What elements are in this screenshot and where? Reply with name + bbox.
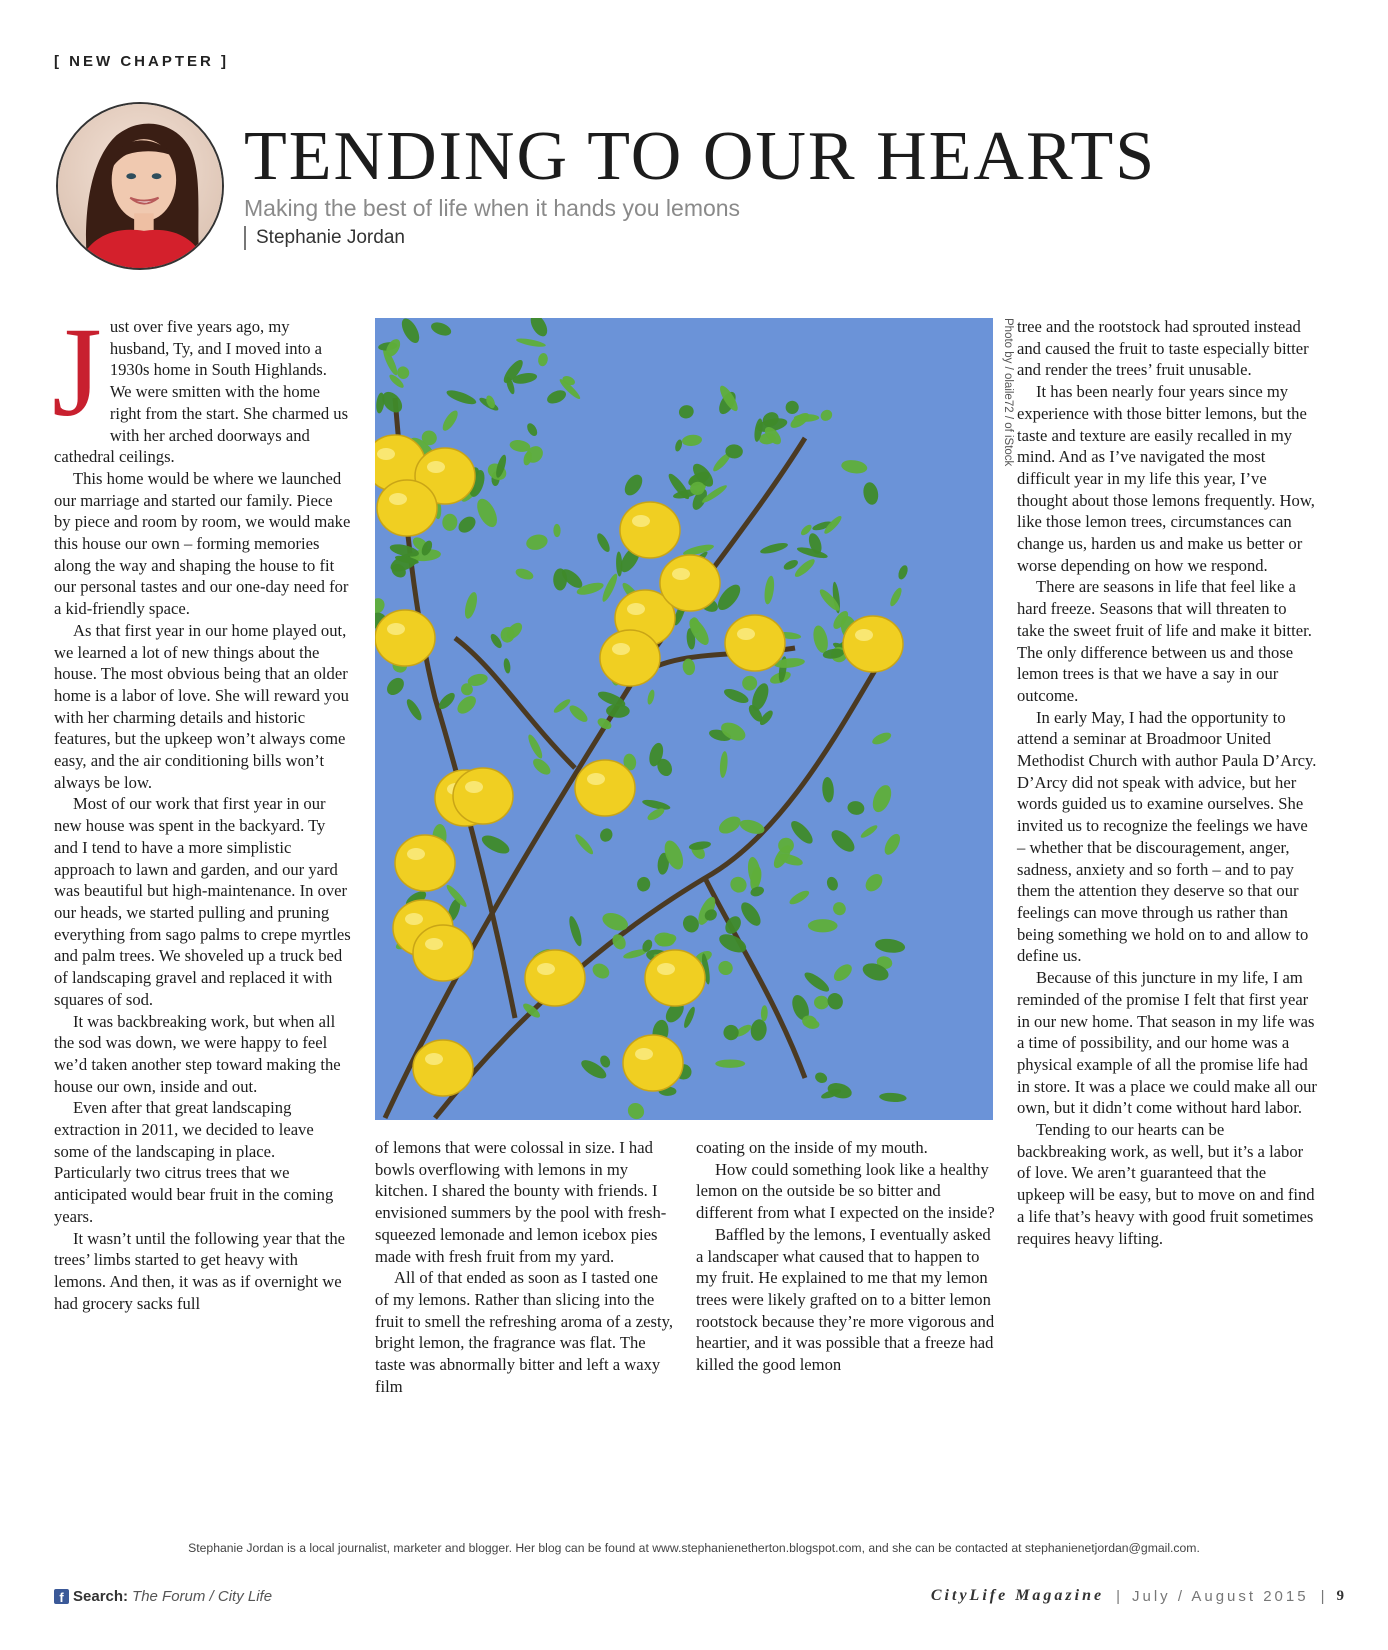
folio-separator: | bbox=[1320, 1587, 1325, 1605]
paragraph: ust over five years ago, my husband, Ty, and I moved into a 1930s home in South Highlands. We were smitten with the home right from the start. She charmed us with her arched doorways and cathedral ceilings. bbox=[54, 317, 349, 467]
lemon bbox=[575, 760, 635, 816]
lemon-highlight bbox=[627, 603, 645, 615]
article-column-2 bbox=[375, 1137, 675, 1397]
page-number: 9 bbox=[1336, 1587, 1344, 1604]
lemon bbox=[525, 950, 585, 1006]
search-label: Search: bbox=[73, 1587, 129, 1605]
leaf bbox=[715, 1059, 745, 1067]
article-column-4 bbox=[1017, 316, 1317, 1249]
paragraph: This home would be where we launched our marriage and started our family. Piece by piece and room by room, we would make this house our own – forming memories along the way and shaping the house to fit our personal tastes and our one-day need for a kid-friendly space. bbox=[54, 468, 351, 619]
lemon bbox=[645, 950, 705, 1006]
magazine-name: CityLife Magazine bbox=[930, 1587, 1105, 1604]
paragraph: It was backbreaking work, but when all the sod was down, we were happy to feel we’d taken another step toward making the house our own, inside and out. bbox=[54, 1011, 341, 1096]
lemon bbox=[413, 925, 473, 981]
section-kicker: [ NEW CHAPTER ] bbox=[54, 53, 229, 70]
lemon-highlight bbox=[537, 963, 555, 975]
paragraph: Baffled by the lemons, I eventually asked a landscaper what caused that to happen to my fruit. He explained to me that my lemon trees were likely grafted on to a bitter lemon rootstock because they’re more vigorous and heartier, and it was possible that a freeze had killed the good lemon bbox=[696, 1224, 995, 1375]
lemon bbox=[843, 616, 903, 672]
search-value: The Forum / City Life bbox=[132, 1587, 273, 1605]
lemon bbox=[620, 502, 680, 558]
lemon-highlight bbox=[377, 448, 395, 460]
lemon-highlight bbox=[427, 461, 445, 473]
lemon bbox=[375, 610, 435, 666]
paragraph: Because of this juncture in my life, I am reminded of the promise I felt that first year in our new home. That season in my life was a time of possibility, and our home was a physical example of all the promise life had in store. It was a place we could make all our own, but it didn’t come without hard labor. bbox=[1017, 968, 1317, 1118]
lemon-highlight bbox=[612, 643, 630, 655]
paragraph: How could something look like a healthy lemon on the outside be so bitter and different from what I expected on the inside? bbox=[696, 1159, 995, 1223]
paragraph: tree and the rootstock had sprouted instead and caused the fruit to taste especially bitter and render the trees’ fruit unusable. bbox=[1017, 317, 1309, 380]
paragraph: There are seasons in life that feel like a hard freeze. Seasons that will threaten to take the sweet fruit of life and make it bitter. The only difference between us and those lemon trees is that we have a say in our outcome. bbox=[1017, 577, 1312, 705]
lemon-highlight bbox=[389, 493, 407, 505]
article-column-3 bbox=[696, 1137, 996, 1376]
paragraph: All of that ended as soon as I tasted one of my lemons. Rather than slicing into the fruit to smell the refreshing aroma of a zesty, bright lemon, the fragrance was flat. The taste was abnormally bitter and left a waxy film bbox=[375, 1268, 673, 1396]
lemon bbox=[660, 555, 720, 611]
lemon bbox=[725, 615, 785, 671]
lemon bbox=[600, 630, 660, 686]
lemon bbox=[623, 1035, 683, 1091]
folio-separator: | bbox=[1116, 1587, 1120, 1605]
lemon-highlight bbox=[387, 623, 405, 635]
paragraph: Tending to our hearts can be backbreaking work, as well, but it’s a labor of love. We aren’t guaranteed that the upkeep will be easy, but to move on and find a life that’s heavy with good fruit sometimes requires heavy lifting. bbox=[1017, 1120, 1315, 1248]
lemon-highlight bbox=[407, 848, 425, 860]
author-bio: Stephanie Jordan is a local journalist, marketer and blogger. Her blog can be found at www.stephanienetherton.blogspot.com, and she can be contacted at stephanienetjordan@gmail.com. bbox=[188, 1541, 1200, 1555]
leaf bbox=[808, 919, 838, 932]
footer-folio bbox=[931, 1586, 1344, 1606]
facebook-icon: f bbox=[54, 1589, 69, 1604]
paragraph: In early May, I had the opportunity to attend a seminar at Broadmoor United Methodist Church with author Paula D’Arcy. D’Arcy did not speak with advice, but her words guided us to examine ourselves. She invited us to recognize the feelings we have – whether that be discouragement, anger, sadness, anxiety and so forth – and to pay them the attention they deserve so that our feelings can move through us rather than being something we hold on to and allow to define us. bbox=[1017, 707, 1317, 966]
lemon-highlight bbox=[737, 628, 755, 640]
paragraph: It has been nearly four years since my experience with those bitter lemons, but the taste and texture are easily recalled in my mind. And as I’ve navigated the most difficult year in my life this year, I’ve thought about those lemons frequently. How, like those lemon trees, circumstances can change us, harden us and make us better or worse depending on how we respond. bbox=[1017, 382, 1315, 575]
paragraph: of lemons that were colossal in size. I had bowls overflowing with lemons in my kitchen. I shared the bounty with friends. I envisioned summers by the pool with fresh-squeezed lemonade and lemon icebox pies made with fresh fruit from my yard. bbox=[375, 1138, 667, 1266]
lemon-highlight bbox=[672, 568, 690, 580]
article-column-1 bbox=[52, 301, 352, 1314]
lemon-highlight bbox=[405, 913, 423, 925]
lemon-highlight bbox=[425, 938, 443, 950]
issue-date: July / August 2015 bbox=[1132, 1587, 1309, 1605]
lemon bbox=[395, 835, 455, 891]
paragraph: coating on the inside of my mouth. bbox=[696, 1138, 928, 1157]
footer-search bbox=[54, 1586, 272, 1606]
lemon-highlight bbox=[657, 963, 675, 975]
lemon bbox=[413, 1040, 473, 1096]
lemon bbox=[453, 768, 513, 824]
lemon-tree-photo bbox=[375, 318, 993, 1120]
lemon-highlight bbox=[425, 1053, 443, 1065]
lemon bbox=[377, 480, 437, 536]
article-title: TENDING TO OUR HEARTS bbox=[244, 118, 1157, 195]
photo-credit: Photo by / olaile72 / of iStock bbox=[1002, 318, 1014, 467]
drop-cap: J bbox=[52, 301, 102, 443]
article-subtitle: Making the best of life when it hands you lemons bbox=[244, 195, 741, 221]
paragraph: Even after that great landscaping extraction in 2011, we decided to leave some of the landscaping in place. Particularly two citrus trees that we anticipated would bear fruit in the coming years. bbox=[54, 1098, 334, 1226]
lemon-highlight bbox=[632, 515, 650, 527]
lemon-highlight bbox=[465, 781, 483, 793]
lemon-highlight bbox=[587, 773, 605, 785]
lemon-highlight bbox=[855, 629, 873, 641]
paragraph: As that first year in our home played out, we learned a lot of new things about the house. The most obvious being that an older home is a labor of love. She will reward you with her charming details and historic features, but the upkeep won’t always come easy, and the air conditioning bills won’t always be low. bbox=[54, 620, 349, 792]
author-byline: Stephanie Jordan bbox=[244, 226, 405, 250]
lemon-highlight bbox=[635, 1048, 653, 1060]
author-avatar bbox=[56, 102, 224, 270]
paragraph: It wasn’t until the following year that the trees’ limbs started to get heavy with lemons. And then, it was as if overnight we had grocery sacks full bbox=[54, 1228, 346, 1313]
paragraph: Most of our work that first year in our new house was spent in the backyard. Ty and I tend to have a more simplistic approach to lawn and garden, and our yard was beautiful but high-maintenance. In over our heads, we started pulling and pruning everything from sago palms to crepe myrtles and palm trees. We shoveled up a truck bed of landscaping gravel and replaced it with squares of sod. bbox=[54, 794, 351, 1009]
